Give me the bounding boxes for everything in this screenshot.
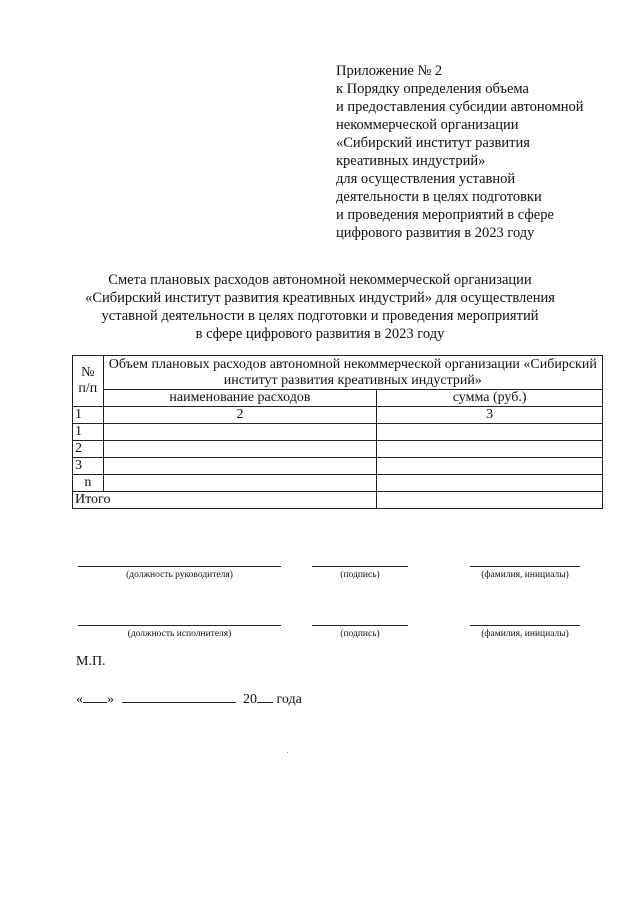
appendix-header bbox=[336, 62, 626, 242]
row-expense-name bbox=[103, 458, 377, 475]
head-signature-line bbox=[312, 566, 408, 567]
date-month-blank bbox=[122, 690, 236, 703]
document-title bbox=[40, 271, 600, 343]
title-line: в сфере цифрового развития в 2023 году bbox=[195, 326, 445, 342]
head-name-caption: (фамилия, инициалы) bbox=[481, 570, 569, 580]
date-day-blank bbox=[83, 690, 107, 703]
appendix-line: для осуществления уставной bbox=[336, 171, 516, 187]
row-number: 3 bbox=[73, 458, 104, 475]
header-sum: сумма (руб.) bbox=[377, 390, 603, 407]
scan-speck bbox=[287, 752, 288, 753]
row-expense-name bbox=[103, 441, 377, 458]
executor-name-line bbox=[470, 625, 580, 626]
table-subheader-row bbox=[73, 390, 603, 407]
date-open-quote: « bbox=[76, 692, 83, 707]
appendix-line: Приложение № 2 bbox=[336, 63, 443, 79]
appendix-line: и предоставления субсидии автономной bbox=[336, 99, 584, 115]
estimate-table bbox=[72, 355, 603, 509]
table-total-row bbox=[73, 492, 603, 509]
date-year-prefix: 20 bbox=[243, 692, 257, 707]
head-signature-caption: (подпись) bbox=[340, 570, 380, 580]
header-number: № п/п bbox=[73, 356, 104, 407]
table-row bbox=[73, 458, 603, 475]
stamp-placeholder: М.П. bbox=[76, 654, 106, 669]
head-name-line bbox=[470, 566, 580, 567]
table-index-row bbox=[73, 407, 603, 424]
head-position-caption: (должность руководителя) bbox=[126, 570, 233, 580]
date-year-blank bbox=[257, 690, 273, 703]
row-expense-name bbox=[103, 475, 377, 492]
table-row bbox=[73, 441, 603, 458]
executor-position-caption: (должность исполнителя) bbox=[127, 629, 232, 639]
row-expense-name bbox=[103, 424, 377, 441]
date-year-suffix: года bbox=[276, 692, 302, 707]
index-cell: 2 bbox=[103, 407, 377, 424]
title-line: «Сибирский институт развития креативных индустрий» для осуществления bbox=[85, 290, 555, 306]
row-sum bbox=[377, 441, 603, 458]
executor-signature-line bbox=[312, 625, 408, 626]
index-cell: 1 bbox=[73, 407, 104, 424]
title-line: уставной деятельности в целях подготовки и проведения мероприятий bbox=[101, 308, 539, 324]
total-sum bbox=[377, 492, 603, 509]
appendix-line: «Сибирский институт развития bbox=[336, 135, 530, 151]
index-cell: 3 bbox=[377, 407, 603, 424]
total-label: Итого bbox=[73, 492, 377, 509]
table-header-row bbox=[73, 356, 603, 390]
head-position-line bbox=[78, 566, 281, 567]
executor-position-line bbox=[78, 625, 281, 626]
appendix-line: деятельности в целях подготовки bbox=[336, 189, 542, 205]
appendix-line: цифрового развития в 2023 году bbox=[336, 225, 535, 241]
appendix-line: и проведения мероприятий в сфере bbox=[336, 207, 554, 223]
row-sum bbox=[377, 424, 603, 441]
table-row bbox=[73, 424, 603, 441]
title-line: Смета плановых расходов автономной некоммерческой организации bbox=[108, 272, 532, 288]
date-close-quote: » bbox=[107, 692, 114, 707]
executor-signature-caption: (подпись) bbox=[340, 629, 380, 639]
appendix-line: к Порядку определения объема bbox=[336, 81, 529, 97]
table-row bbox=[73, 475, 603, 492]
row-sum bbox=[377, 475, 603, 492]
row-sum bbox=[377, 458, 603, 475]
appendix-line: некоммерческой организации bbox=[336, 117, 519, 133]
executor-name-caption: (фамилия, инициалы) bbox=[481, 629, 569, 639]
appendix-line: креативных индустрий» bbox=[336, 153, 486, 169]
row-number: 2 bbox=[73, 441, 104, 458]
row-number: n bbox=[73, 475, 104, 492]
row-number: 1 bbox=[73, 424, 104, 441]
header-group: Объем плановых расходов автономной некоммерческой организации «Сибирский институт развития креативных индустрий» bbox=[103, 356, 602, 390]
header-expense-name: наименование расходов bbox=[103, 390, 377, 407]
date-line bbox=[76, 690, 302, 708]
